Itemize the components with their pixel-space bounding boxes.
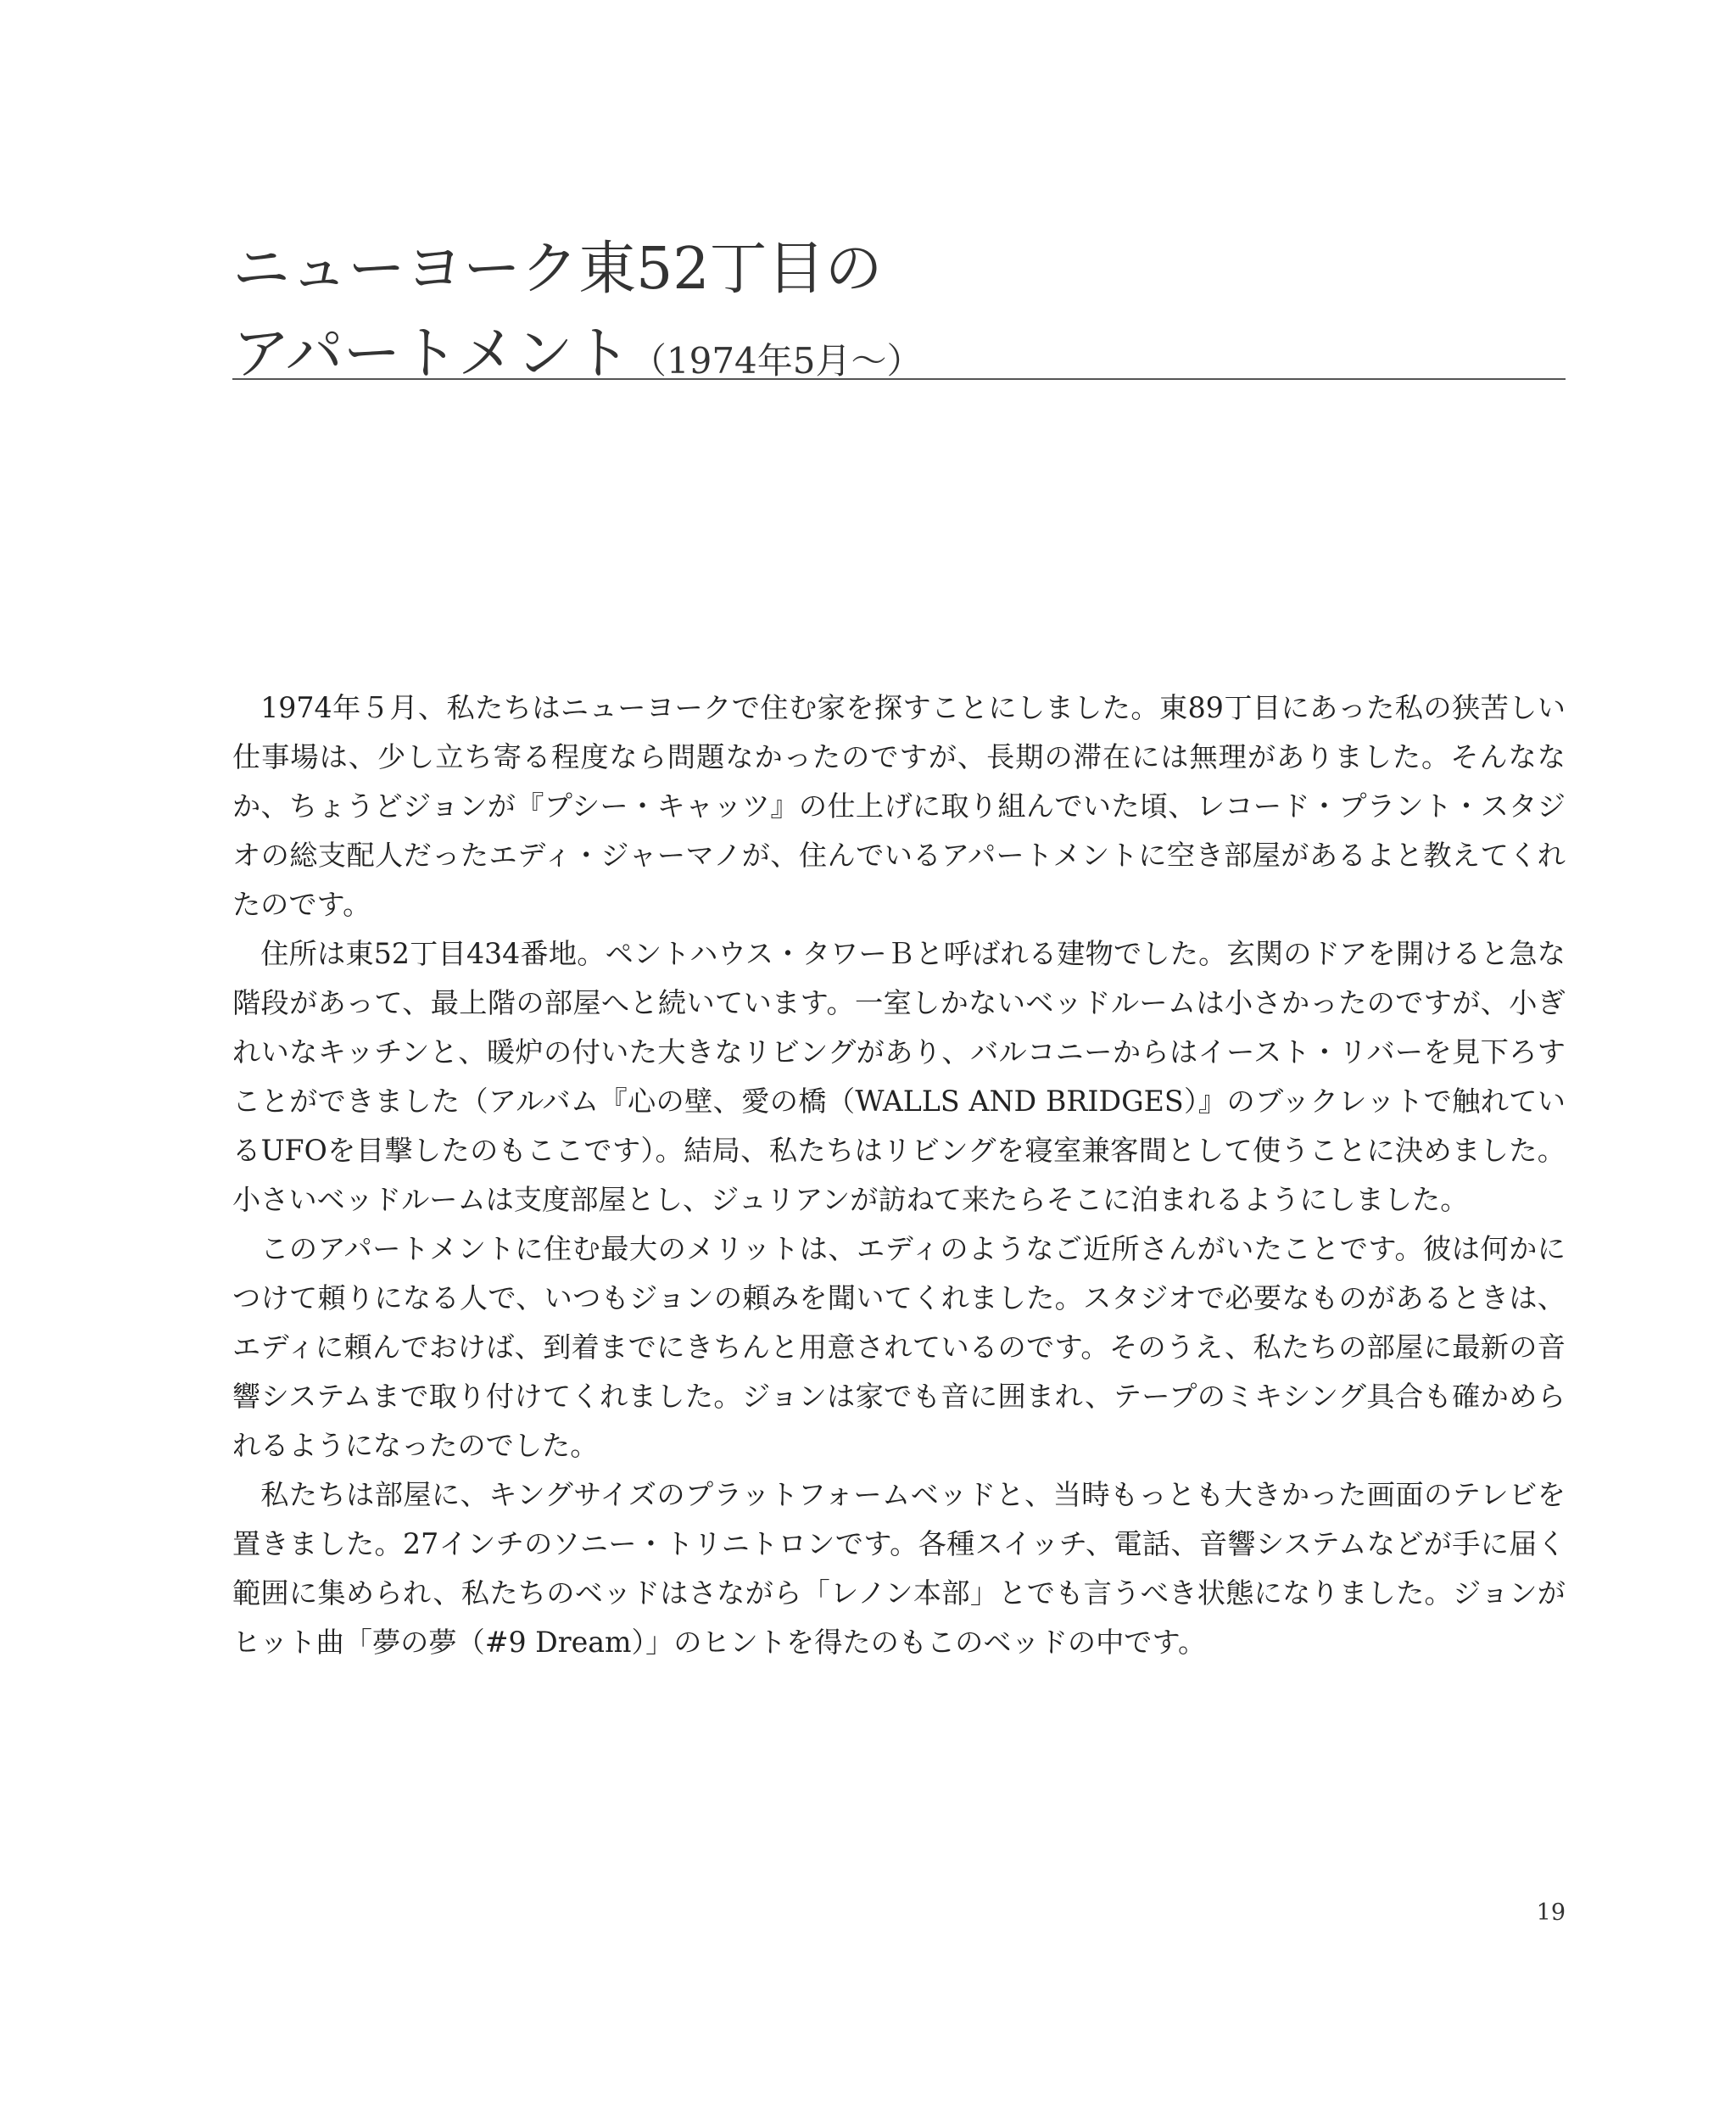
paragraph-4: 私たちは部屋に、キングサイズのプラットフォームベッドと、当時もっとも大きかった画面のテレビを置きました。27インチのソニー・トリニトロンです。各種スイッチ、電話、音響システムなどが手に届く範囲に集められ、私たちのベッドはさながら「レノン本部」とでも言うべき状態になりました。ジョンがヒット曲「夢の夢（#9 Dream）」のヒントを得たのもこのベッドの中です。	[232, 1478, 1566, 1659]
page-number: 19	[1536, 1900, 1566, 1926]
chapter-title-date: （1974年5月〜）	[630, 340, 923, 382]
paragraph-3: このアパートメントに住む最大のメリットは、エディのようなご近所さんがいたことです。彼は何かにつけて頼りになる人で、いつもジョンの頼みを聞いてくれました。スタジオで必要なものがあるときは、エディに頼んでおけば、到着までにきちんと用意されているのです。そのうえ、私たちの部屋に最新の音響システムまで取り付けてくれました。ジョンは家でも音に囲まれ、テープのミキシング具合も確かめられるようになったのでした。	[232, 1232, 1566, 1462]
title-divider	[232, 378, 1566, 380]
body-text	[232, 683, 1566, 1667]
chapter-title-main: アパートメント	[232, 321, 631, 388]
paragraph-2: 住所は東52丁目434番地。ペントハウス・タワーＢと呼ばれる建物でした。玄関のドアを開けると急な階段があって、最上階の部屋へと続いています。一室しかないベッドルームは小さかったのですが、小ぎれいなキッチンと、暖炉の付いた大きなリビングがあり、バルコニーからはイースト・リバーを見下ろすことができました（アルバム『心の壁、愛の橋（WALLS AND BRIDGES）』のブックレットで触れているUFOを目撃したのもここです）。結局、私たちはリビングを寝室兼客間として使うことに決めました。小さいベッドルームは支度部屋とし、ジュリアンが訪ねて来たらそこに泊まれるようにしました。	[232, 937, 1566, 1216]
paragraph-1: 1974年５月、私たちはニューヨークで住む家を探すことにしました。東89丁目にあった私の狭苦しい仕事場は、少し立ち寄る程度なら問題なかったのですが、長期の滞在には無理がありました。そんななか、ちょうどジョンが『プシー・キャッツ』の仕上げに取り組んでいた頃、レコード・プラント・スタジオの総支配人だったエディ・ジャーマノが、住んでいるアパートメントに空き部屋があるよと教えてくれたのです。	[232, 691, 1566, 921]
chapter-title	[232, 227, 923, 404]
chapter-title-line-1: ニューヨーク東52丁目の	[232, 236, 883, 303]
chapter-title-line-2	[232, 312, 923, 404]
